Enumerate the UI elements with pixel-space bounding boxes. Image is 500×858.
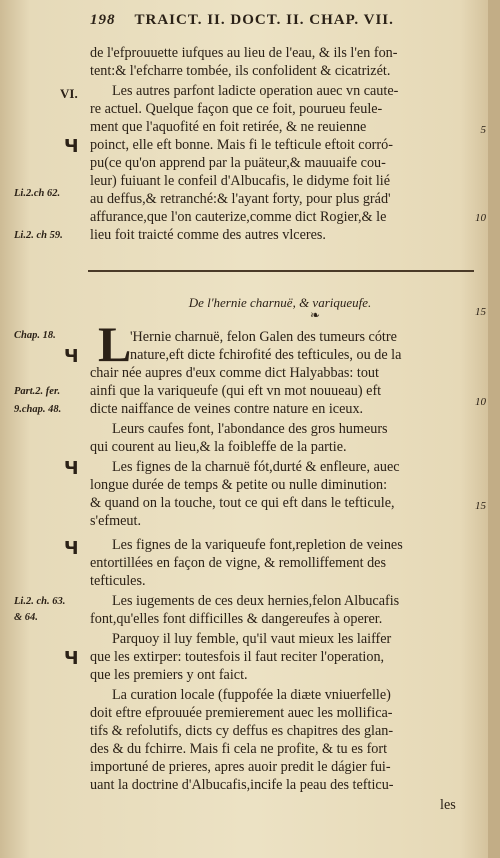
catchword: les — [440, 797, 456, 813]
text-line: 'Hernie charnuë, felon Galen des tumeurs cótre — [130, 329, 397, 345]
text-line: tent:& l'efcharre tombée, ils confolident & cicatrizét. — [90, 63, 391, 79]
text-line: Les iugements de ces deux hernies,felon Albucafis — [112, 593, 400, 609]
text-line: poinct, elle eft bonne. Mais fi le tefticule eftoit corró- — [90, 137, 393, 153]
text-line: tifs & refolutifs, dicts cy deffus es chapitres des glan- — [90, 723, 394, 739]
page-edge-shadow — [488, 0, 500, 858]
running-title: TRAICT. II. DOCT. II. CHAP. VII. — [134, 12, 394, 28]
text-line: La curation locale (fuppofée la diæte vniuerfelle) — [112, 687, 391, 703]
margin-note-vi: VI. — [60, 86, 78, 101]
line-number-15b: 15 — [475, 500, 486, 512]
page-number: 198 — [90, 12, 116, 28]
text-line: Les fignes de la variqueufe font,repletion de veines — [112, 537, 403, 553]
text-line: uant la doctrine d'Albucafis,incife la peau des tefticu- — [90, 777, 394, 793]
margin-note-li2-ch59: Li.2. ch 59. — [14, 230, 63, 241]
pilcrow-mark: Ч — [64, 458, 79, 479]
margin-note-chap48: 9.chap. 48. — [14, 404, 62, 415]
text-line: nature,eft dicte fchirofité des tefticules, ou de la — [130, 347, 402, 363]
text-line: re actuel. Quelque façon que ce foit, pourueu feule- — [90, 101, 383, 117]
fleuron-ornament-icon: ❧ — [310, 308, 321, 322]
text-line: des & du fchirre. Mais fi cela ne profite, & tu es fort — [90, 741, 388, 757]
line-number-10: 10 — [475, 212, 486, 224]
pilcrow-mark: Ч — [64, 648, 79, 669]
text-line: dicte naiffance de veines contre nature en iceux. — [90, 401, 364, 417]
text-line: que les premiers y ont faict. — [90, 667, 248, 683]
text-line: ainfi que la variqueufe (qui eft vn mot nouueau) eft — [90, 383, 382, 399]
margin-note-and64: & 64. — [14, 612, 38, 623]
text-line: affurance,que l'on cauterize,comme dict Rogier,& le — [90, 209, 387, 225]
text-line: Leurs caufes font, l'abondance des gros humeurs — [112, 421, 388, 437]
text-line: leur) fuiuant le confeil d'Albucafis, le didyme foit lié — [90, 173, 391, 189]
text-line: au deffus,& retranché:& l'ayant forty, pour plus grád' — [90, 191, 391, 207]
pilcrow-mark: Ч — [64, 538, 79, 559]
margin-note-li2-ch62: Li.2.ch 62. — [14, 188, 61, 199]
text-line: tefticules. — [90, 573, 146, 589]
text-line: entortillées en façon de vigne, & remolliffement des — [90, 555, 386, 571]
pilcrow-mark: Ч — [64, 346, 79, 367]
margin-note-li2-ch63: Li.2. ch. 63. — [14, 596, 66, 607]
text-line: Les fignes de la charnuë fót,durté & enfleure, auec — [112, 459, 400, 475]
text-line: s'efmeut. — [90, 513, 142, 529]
text-line: font,qu'elles font difficilles & dangereufes à operer. — [90, 611, 383, 627]
drop-capital: L — [98, 316, 132, 372]
text-line: lieu foit traicté comme des autres vlceres. — [90, 227, 326, 243]
line-number-10b: 10 — [475, 396, 486, 408]
page-header — [90, 12, 490, 38]
text-line: longue durée de temps & petite ou nulle diminution: — [90, 477, 388, 493]
text-line: Parquoy il luy femble, qu'il vaut mieux les laiffer — [112, 631, 392, 647]
margin-note-chap18: Chap. 18. — [14, 330, 56, 341]
section-rule — [88, 270, 474, 272]
text-line: Les autres parfont ladicte operation auec vn caute- — [112, 83, 399, 99]
text-line: ment que l'aquofité en foit retirée, & ne reuienne — [90, 119, 367, 135]
margin-note-part2-fer: Part.2. fer. — [14, 386, 61, 397]
text-line: chair née aupres d'eux comme dict Halyabbas: tout — [90, 365, 379, 381]
line-number-5: 5 — [480, 124, 486, 136]
text-line: qui courent au lieu,& la foibleffe de la partie. — [90, 439, 347, 455]
text-line: doit eftre efprouuée premierement auec les mollifica- — [90, 705, 393, 721]
text-line: & quand on la touche, tout ce qui eft dans le tefticule, — [90, 495, 395, 511]
text-line: que les extirper: toutesfois il faut reciter l'operation, — [90, 649, 385, 665]
pilcrow-mark: Ч — [64, 136, 79, 157]
text-line: pu(ce qu'on apprend par la puäteur,& mauuaife cou- — [90, 155, 386, 171]
text-line: importuné de prieres, apres auoir predit le dágier fui- — [90, 759, 391, 775]
line-number-15: 15 — [475, 306, 486, 318]
text-line: de l'efprouuette iufques au lieu de l'eau, & ils l'en fon- — [90, 45, 398, 61]
section-title: De l'hernie charnuë, & variqueufe. — [188, 295, 372, 310]
